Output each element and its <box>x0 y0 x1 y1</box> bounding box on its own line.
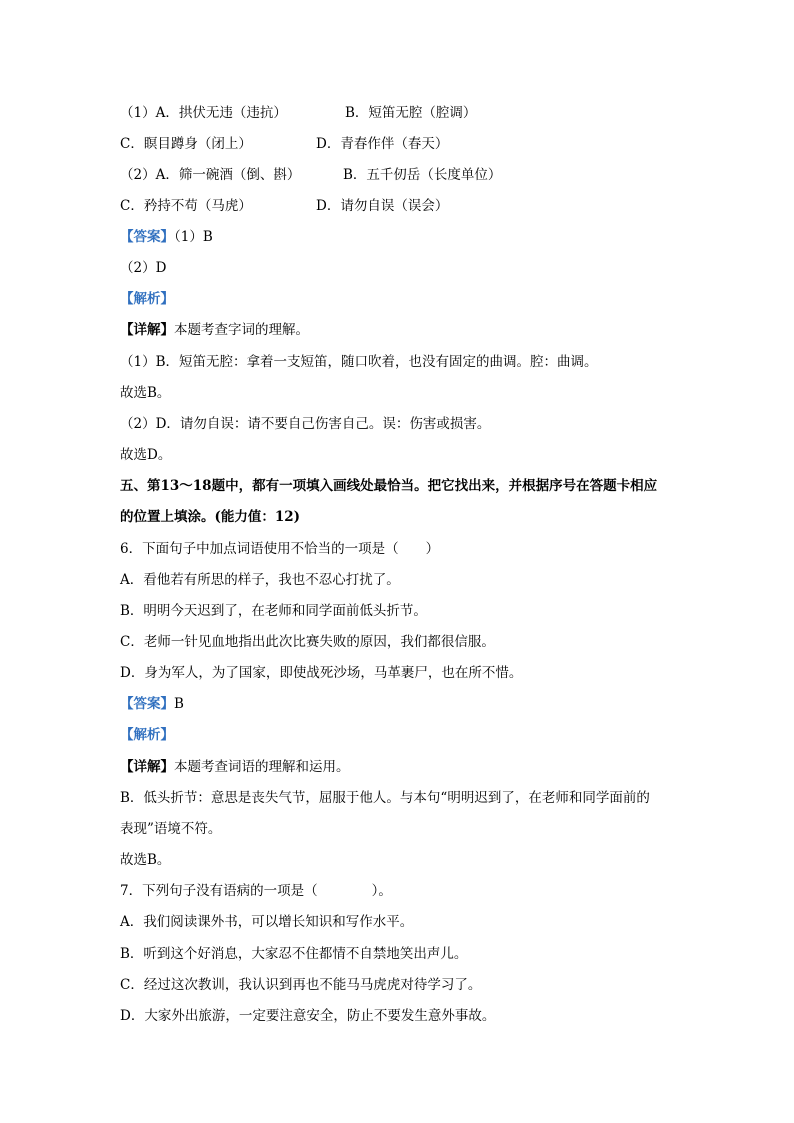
option-row-2-2 <box>120 196 449 216</box>
option-2-c: C．矜持不苟（马虎） <box>120 198 252 214</box>
question-stem: 6．下面句子中加点词语使用不恰当的一项是（ ） <box>120 541 440 557</box>
answer-label: 【答案】 <box>120 696 174 712</box>
option-1-a: （1）A．拱伏无违（违抗） <box>120 105 287 121</box>
option-c: C．老师一针见血地指出此次比赛失败的原因，我们都很信服。 <box>120 634 495 650</box>
option-2-b: B．五千仞岳（长度单位） <box>343 167 502 183</box>
detail-row <box>120 320 309 340</box>
option-1-b: B．短笛无腔（腔调） <box>345 105 477 121</box>
answer-2: （2）D <box>120 260 167 276</box>
option-a: A．我们阅读课外书，可以增长知识和写作水平。 <box>120 914 414 930</box>
option-d: D．身为军人，为了国家，即使战死沙场，马革裹尸，也在所不惜。 <box>120 665 523 681</box>
detail-label: 【详解】 <box>120 322 174 338</box>
analysis-label: 【解析】 <box>120 727 174 743</box>
option-b: B．明明今天迟到了，在老师和同学面前低头折节。 <box>120 603 427 619</box>
option-b: B．听到这个好消息，大家忍不住都情不自禁地笑出声儿。 <box>120 946 468 962</box>
option-row-2-1 <box>120 165 502 185</box>
detail-text: 本题考查字词的理解。 <box>174 322 309 338</box>
choose-line: 故选B。 <box>120 385 171 401</box>
option-a: A．看他若有所思的样子，我也不忍心打扰了。 <box>120 572 400 588</box>
option-1-d: D．青春作伴（春天） <box>316 136 449 152</box>
choose-line: 故选D。 <box>120 447 172 463</box>
section-heading-line-2: 的位置上填涂。(能力值：12) <box>120 509 301 525</box>
answer-1: （1）B <box>174 229 213 245</box>
explanation-line: 表现”语境不符。 <box>120 821 222 837</box>
analysis-label: 【解析】 <box>120 291 174 307</box>
answer-row <box>120 227 213 247</box>
option-c: C．经过这次教训，我认识到再也不能马马虎虎对待学习了。 <box>120 977 482 993</box>
option-2-a: （2）A．筛一碗酒（倒、斟） <box>120 167 301 183</box>
option-row-1-2 <box>120 134 449 154</box>
answer-row <box>120 694 184 714</box>
option-row-1-1 <box>120 103 477 123</box>
option-1-c: C．瞑目蹲身（闭上） <box>120 136 252 152</box>
explanation-line: B．低头折节：意思是丧失气节，屈服于他人。与本句“明明迟到了，在老师和同学面前的 <box>120 790 650 806</box>
question-stem: 7．下列句子没有语病的一项是（ ）。 <box>120 883 392 899</box>
detail-text: 本题考查词语的理解和运用。 <box>174 759 350 775</box>
answer-label: 【答案】 <box>120 229 174 245</box>
option-2-d: D．请勿自误（误会） <box>316 198 449 214</box>
explanation-line: （2）D．请勿自误：请不要自己伤害自己。误：伤害或损害。 <box>120 416 491 432</box>
detail-label: 【详解】 <box>120 759 174 775</box>
section-heading-line-1: 五、第13～18题中，都有一项填入画线处最恰当。把它找出来，并根据序号在答题卡相应 <box>120 478 658 494</box>
detail-row <box>120 757 350 777</box>
choose-line: 故选B。 <box>120 852 171 868</box>
answer-value: B <box>174 696 184 712</box>
option-d: D．大家外出旅游，一定要注意安全，防止不要发生意外事故。 <box>120 1008 496 1024</box>
explanation-line: （1）B．短笛无腔：拿着一支短笛，随口吹着，也没有固定的曲调。腔：曲调。 <box>120 354 598 370</box>
